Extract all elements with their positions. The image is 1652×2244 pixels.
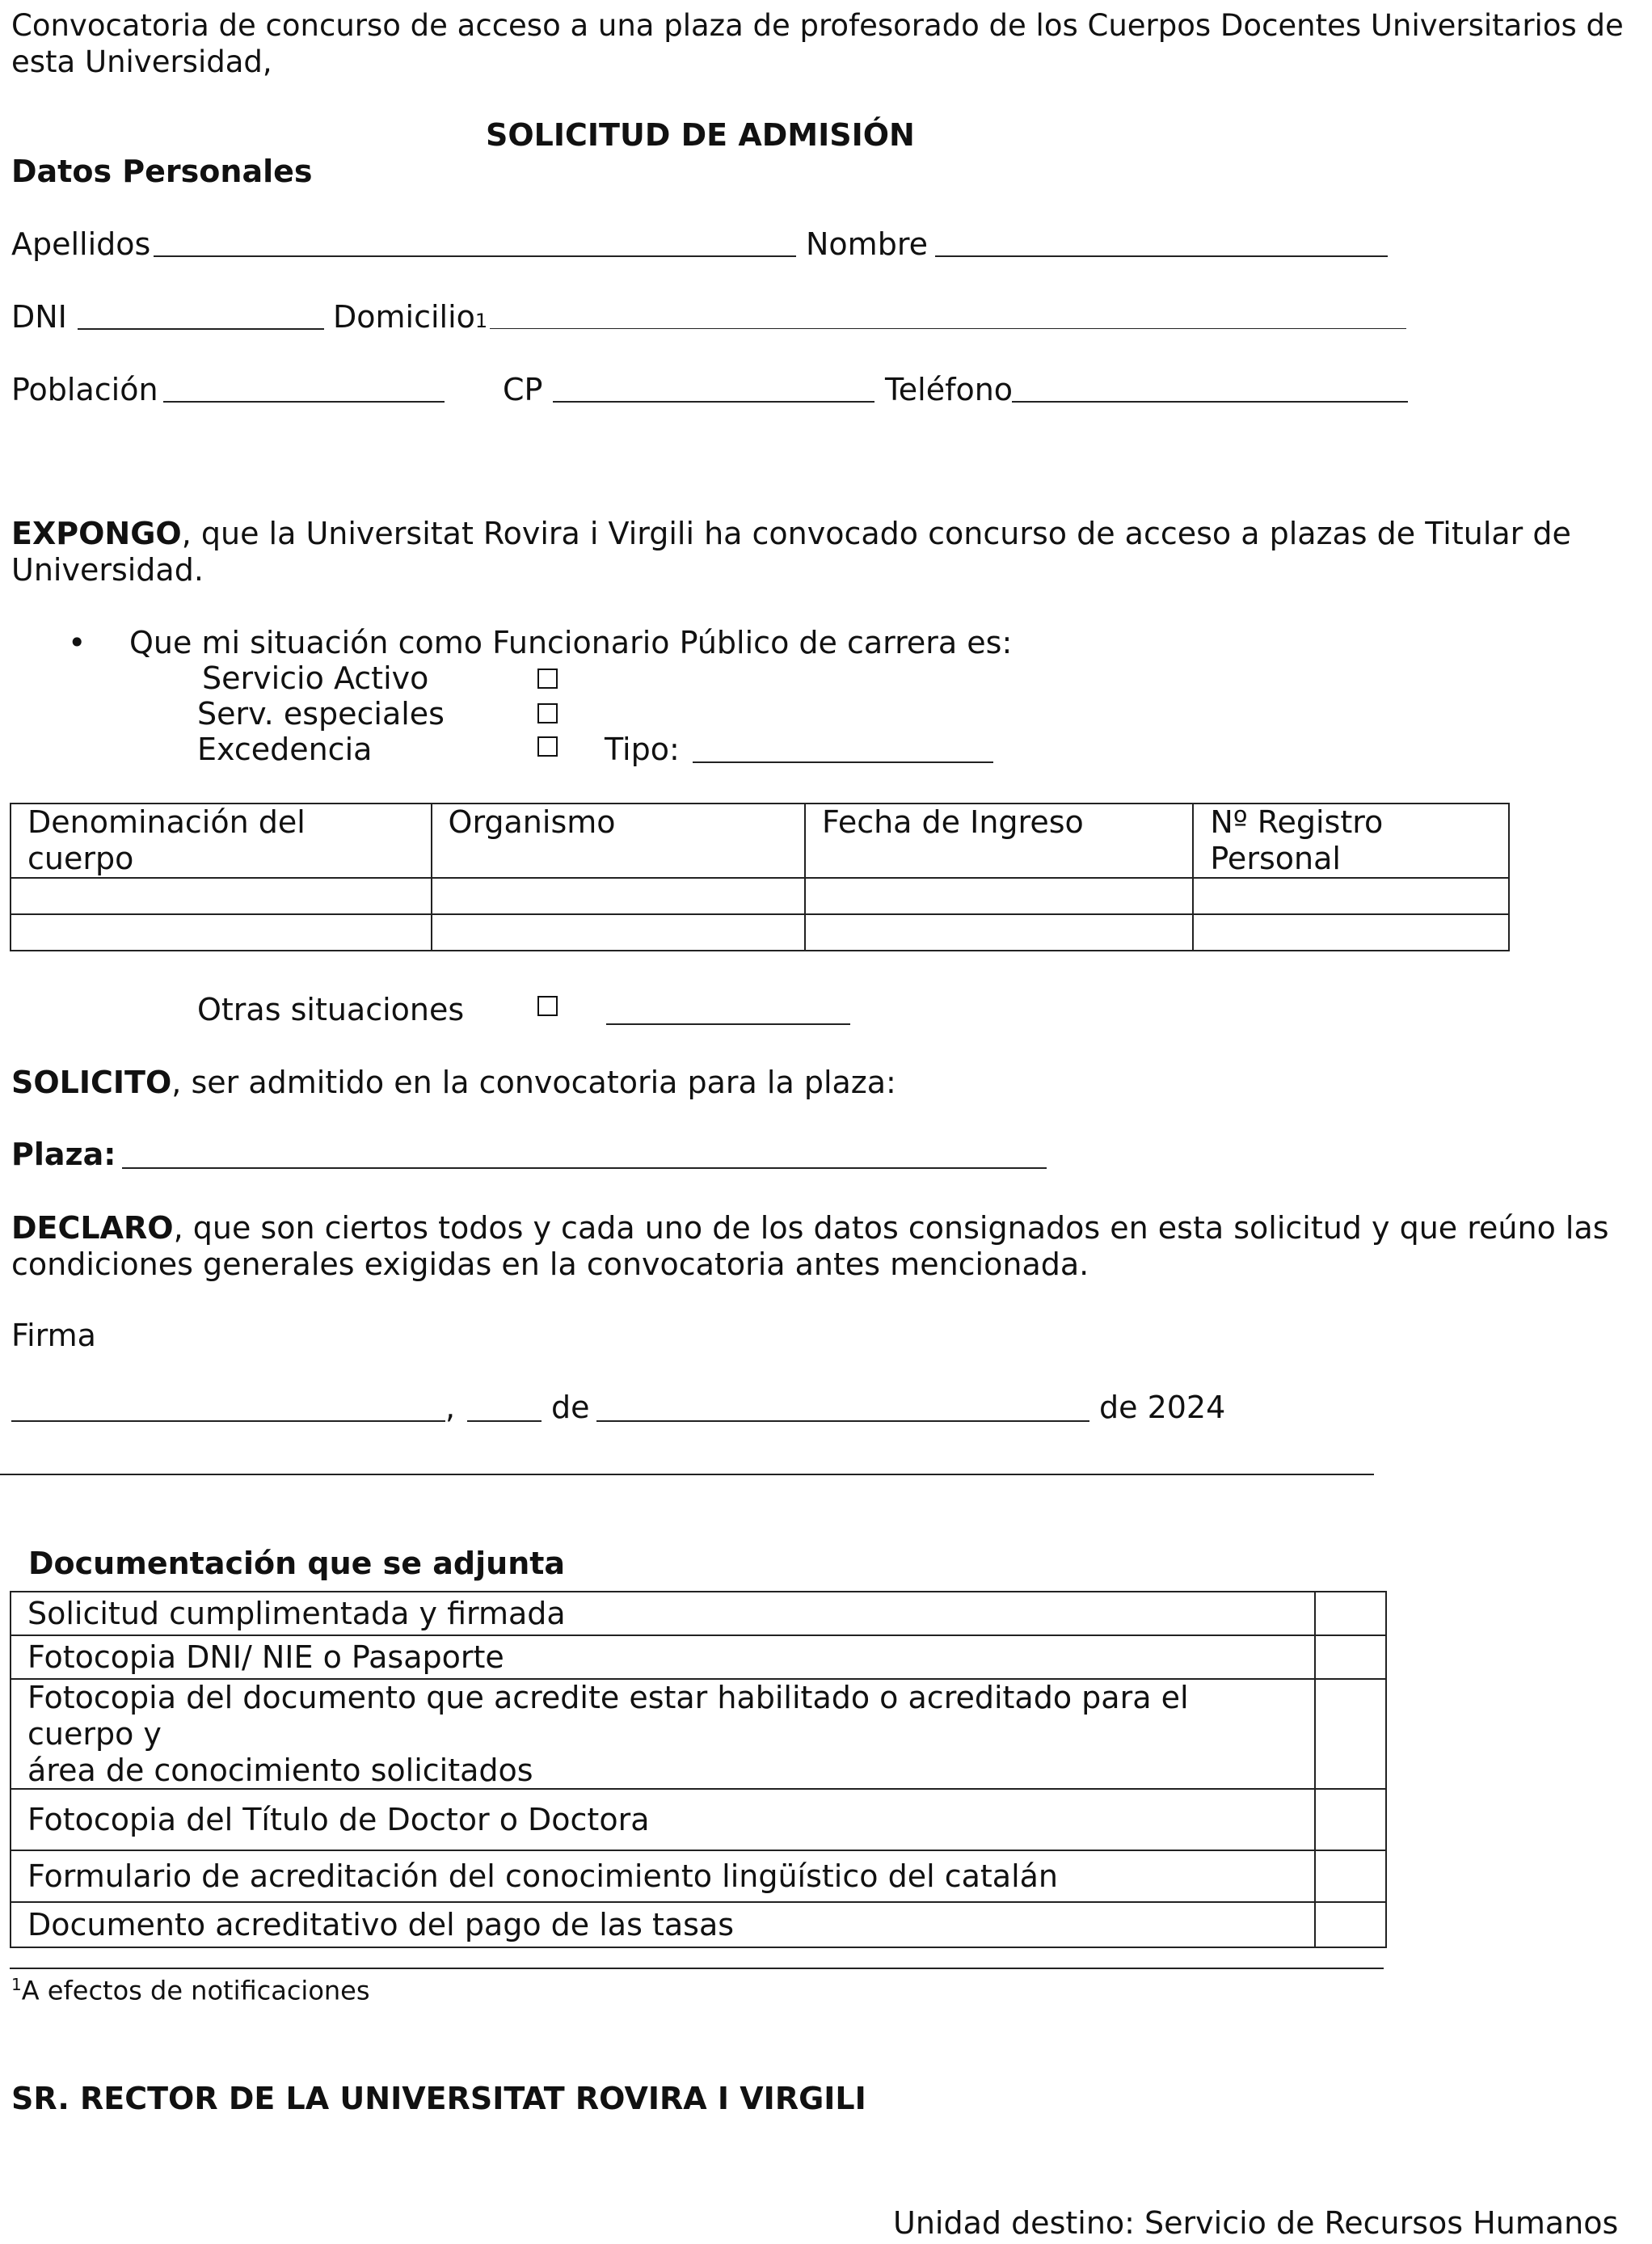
separator-line [0, 1474, 1374, 1475]
declaro-text: , que son ciertos todos y cada uno de los datos consignados en esta solicitud y que reúno las [173, 1210, 1609, 1246]
table-row [11, 1635, 1386, 1679]
doc-item-line: área de conocimiento solicitados [27, 1752, 533, 1788]
plaza-label: Plaza: [11, 1137, 116, 1172]
date-de-year: de 2024 [1099, 1390, 1226, 1425]
firma-label: Firma [11, 1318, 96, 1353]
docs-table [10, 1591, 1387, 1948]
domicilio-text: Domicilio [333, 299, 475, 335]
body-table-header [11, 804, 1509, 878]
otras-situaciones-field[interactable] [606, 1023, 850, 1025]
dni-field[interactable] [78, 328, 324, 330]
nombre-label: Nombre [806, 226, 928, 262]
excedencia-checkbox[interactable] [537, 736, 558, 757]
nombre-field[interactable] [935, 255, 1388, 257]
header-organismo: Organismo [432, 804, 806, 878]
doc-check-cell[interactable] [1315, 1902, 1386, 1947]
header-fecha-ingreso: Fecha de Ingreso [805, 804, 1193, 878]
cp-field[interactable] [553, 401, 874, 403]
declaro-line-1 [11, 1210, 1609, 1246]
poblacion-label: Población [11, 372, 158, 407]
header-registro-personal: Nº Registro Personal [1193, 804, 1509, 878]
table-cell[interactable] [805, 878, 1193, 914]
doc-item: Documento acreditativo del pago de las tasas [11, 1902, 1315, 1947]
otras-situaciones-label: Otras situaciones [197, 992, 465, 1027]
expongo-keyword: EXPONGO [11, 516, 182, 551]
personal-data-heading: Datos Personales [11, 154, 313, 189]
table-cell[interactable] [11, 878, 432, 914]
doc-check-cell[interactable] [1315, 1679, 1386, 1789]
table-row [11, 914, 1509, 951]
docs-heading: Documentación que se adjunta [28, 1546, 566, 1581]
table-row [11, 1679, 1386, 1789]
telefono-label: Teléfono [885, 372, 1014, 407]
table-row [11, 1592, 1386, 1635]
domicilio-footnote-mark: 1 [474, 310, 488, 332]
option-serv-especiales-label: Serv. especiales [197, 696, 445, 732]
table-cell[interactable] [805, 914, 1193, 951]
apellidos-field[interactable] [154, 255, 796, 257]
intro-line-2: esta Universidad, [11, 44, 272, 79]
expongo-line-2: Universidad. [11, 552, 204, 588]
tipo-label: Tipo: [605, 732, 680, 767]
table-cell[interactable] [432, 878, 806, 914]
footnote-text: A efectos de notificaciones [21, 1975, 370, 2006]
doc-check-cell[interactable] [1315, 1592, 1386, 1635]
header-denominacion: Denominación del cuerpo [11, 804, 432, 878]
table-cell[interactable] [11, 914, 432, 951]
table-cell[interactable] [1193, 878, 1509, 914]
date-comma: , [445, 1390, 456, 1425]
table-cell[interactable] [1193, 914, 1509, 951]
form-title: SOLICITUD DE ADMISIÓN [486, 117, 915, 153]
solicito-text: , ser admitido en la convocatoria para la plaza: [171, 1065, 896, 1100]
table-cell[interactable] [432, 914, 806, 951]
apellidos-label: Apellidos [11, 226, 151, 262]
solicito-keyword: SOLICITO [11, 1065, 172, 1100]
table-row [11, 878, 1509, 914]
servicio-activo-checkbox[interactable] [537, 669, 558, 689]
serv-especiales-checkbox[interactable] [537, 703, 558, 723]
destination-unit: Unidad destino: Servicio de Recursos Humanos [893, 2205, 1619, 2241]
doc-item: Solicitud cumplimentada y firmada [11, 1592, 1315, 1635]
date-de-1: de [551, 1390, 590, 1425]
footnote [11, 1976, 370, 2006]
plaza-field[interactable] [122, 1167, 1047, 1169]
declaro-line-2: condiciones generales exigidas en la convocatoria antes mencionada. [11, 1246, 1089, 1282]
doc-item: Fotocopia DNI/ NIE o Pasaporte [11, 1635, 1315, 1679]
solicito-line [11, 1065, 896, 1101]
domicilio-label [333, 299, 487, 335]
table-row [11, 1789, 1386, 1850]
doc-item-line: Fotocopia del documento que acredite estar habilitado o acreditado para el cuerpo y [27, 1680, 1189, 1752]
situation-question: Que mi situación como Funcionario Público de carrera es: [129, 625, 1013, 660]
doc-item: Formulario de acreditación del conocimiento lingüístico del catalán [11, 1850, 1315, 1902]
expongo-line-1 [11, 516, 1571, 552]
intro-line-1: Convocatoria de concurso de acceso a una plaza de profesorado de los Cuerpos Docentes Universitarios de [11, 8, 1624, 43]
month-field[interactable] [596, 1420, 1089, 1422]
footnote-separator [10, 1968, 1384, 1969]
dni-label: DNI [11, 299, 67, 335]
option-excedencia-label: Excedencia [197, 732, 373, 767]
table-row [11, 1850, 1386, 1902]
expongo-text: , que la Universitat Rovira i Virgili ha convocado concurso de acceso a plazas de Titular de [181, 516, 1571, 551]
doc-item: Fotocopia del Título de Doctor o Doctora [11, 1789, 1315, 1850]
declaro-keyword: DECLARO [11, 1210, 174, 1246]
body-table [10, 803, 1510, 951]
footnote-mark: 1 [11, 1975, 22, 1994]
otras-situaciones-checkbox[interactable] [537, 996, 558, 1016]
cp-label: CP [503, 372, 543, 407]
option-servicio-activo-label: Servicio Activo [202, 660, 429, 696]
telefono-field[interactable] [1012, 401, 1408, 403]
tipo-field[interactable] [693, 761, 993, 763]
doc-check-cell[interactable] [1315, 1635, 1386, 1679]
doc-check-cell[interactable] [1315, 1789, 1386, 1850]
poblacion-field[interactable] [163, 401, 445, 403]
bullet-icon: • [68, 625, 86, 660]
domicilio-field[interactable] [490, 328, 1406, 329]
doc-check-cell[interactable] [1315, 1850, 1386, 1902]
doc-item [11, 1679, 1315, 1789]
addressee: SR. RECTOR DE LA UNIVERSITAT ROVIRA I VIRGILI [11, 2081, 866, 2116]
day-field[interactable] [467, 1420, 542, 1422]
place-field[interactable] [11, 1420, 445, 1422]
table-row [11, 1902, 1386, 1947]
